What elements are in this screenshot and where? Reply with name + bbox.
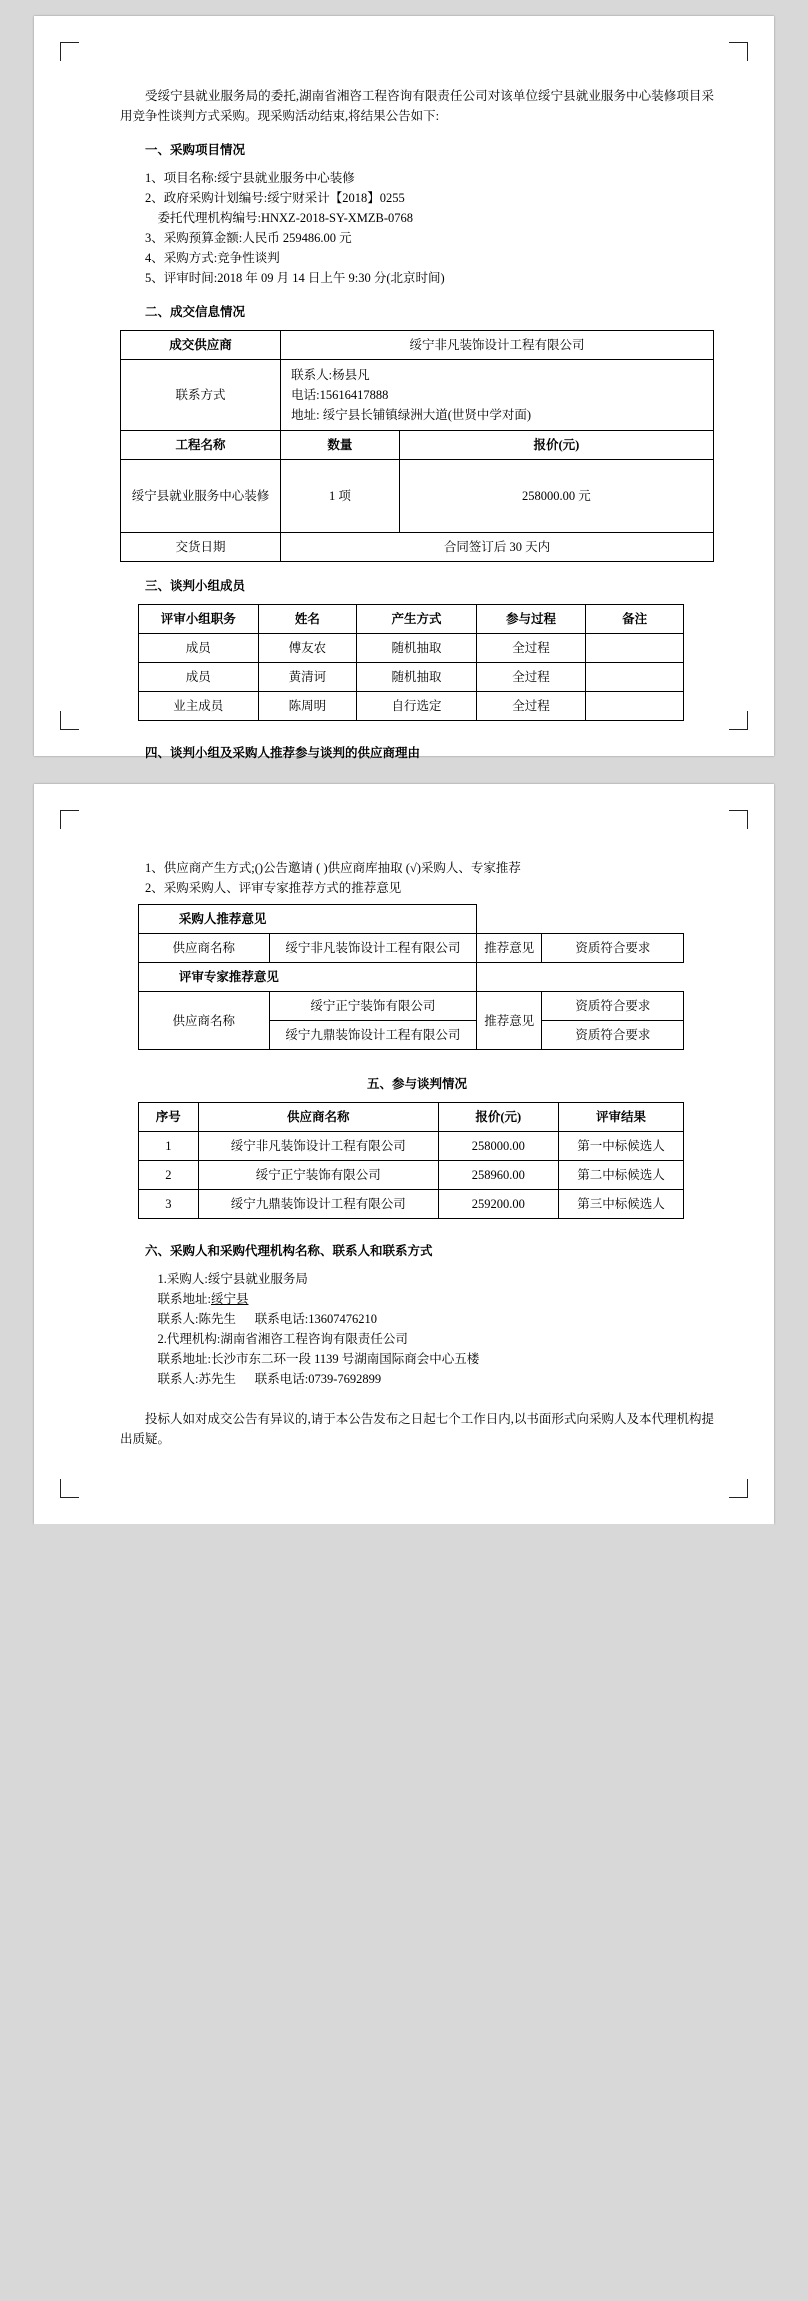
cell-result: 第三中标候选人	[558, 1190, 683, 1219]
page-2-content	[120, 858, 714, 1449]
page-1-content	[120, 86, 714, 771]
negotiation-participants-table	[138, 1102, 684, 1219]
table-header-row	[138, 605, 683, 634]
cell-role: 成员	[138, 663, 258, 692]
cell-quote: 258000.00	[438, 1132, 558, 1161]
document-page-2	[34, 784, 774, 1524]
cell-selection-method: 自行选定	[356, 692, 476, 721]
section-1-title: 一、采购项目情况	[145, 143, 246, 157]
crop-mark-bottom-right	[729, 711, 748, 730]
cell-participation: 全过程	[476, 692, 585, 721]
col-project-name: 工程名称	[121, 431, 281, 460]
table-row	[138, 1161, 683, 1190]
buyer-recommendation-table	[138, 904, 684, 1050]
buyer-recommendation-caption: 采购人推荐意见	[138, 905, 476, 934]
section-1-item-5: 4、采购方式:竞争性谈判	[145, 251, 280, 265]
supplier-label: 成交供应商	[121, 331, 281, 360]
cell-remark	[586, 634, 684, 663]
expert-recommendation-caption: 评审专家推荐意见	[138, 963, 476, 992]
contact-line-2: 电话:15616417888	[291, 388, 389, 402]
cell-index: 1	[138, 1132, 198, 1161]
crop-mark-bottom-right	[729, 1479, 748, 1498]
buyer-opinion-value: 资质符合要求	[542, 934, 684, 963]
table-header-row	[138, 1103, 683, 1132]
buyer-line-1: 1.采购人:绥宁县就业服务局	[157, 1272, 308, 1286]
cell-price: 258000.00 元	[399, 460, 713, 533]
col-name: 姓名	[258, 605, 356, 634]
cell-role: 业主成员	[138, 692, 258, 721]
crop-mark-top-left	[60, 810, 79, 829]
agency-line-1: 2.代理机构:湖南省湘咨工程咨询有限责任公司	[157, 1332, 408, 1346]
col-role: 评审小组职务	[138, 605, 258, 634]
contact-label: 联系方式	[121, 360, 281, 431]
col-remark: 备注	[586, 605, 684, 634]
cell-participation: 全过程	[476, 663, 585, 692]
col-supplier-name: 供应商名称	[198, 1103, 438, 1132]
section-1-item-6: 5、评审时间:2018 年 09 月 14 日上午 9:30 分(北京时间)	[145, 271, 445, 285]
cell-selection-method: 随机抽取	[356, 663, 476, 692]
table-row	[138, 1132, 683, 1161]
table-row	[138, 634, 683, 663]
award-info-table	[120, 330, 714, 562]
buyer-address-value: 绥宁县	[210, 1292, 249, 1306]
crop-mark-bottom-left	[60, 1479, 79, 1498]
cell-quote: 258960.00	[438, 1161, 558, 1190]
cell-remark	[586, 663, 684, 692]
cell-name: 傅友农	[258, 634, 356, 663]
cell-result: 第二中标候选人	[558, 1161, 683, 1190]
crop-mark-top-right	[729, 810, 748, 829]
buyer-supplier-label: 供应商名称	[138, 934, 269, 963]
buyer-supplier-value: 绥宁非凡装饰设计工程有限公司	[269, 934, 476, 963]
table-row	[121, 460, 714, 533]
agency-contact: 联系人:苏先生	[157, 1372, 236, 1386]
col-result: 评审结果	[558, 1103, 683, 1132]
cell-index: 3	[138, 1190, 198, 1219]
cell-supplier-name: 绥宁九鼎装饰设计工程有限公司	[198, 1190, 438, 1219]
table-row	[138, 1190, 683, 1219]
expert-supplier-2: 绥宁九鼎装饰设计工程有限公司	[269, 1021, 476, 1050]
expert-opinion-2: 资质符合要求	[542, 1021, 684, 1050]
table-row	[138, 663, 683, 692]
expert-opinion-1: 资质符合要求	[542, 992, 684, 1021]
crop-mark-bottom-left	[60, 711, 79, 730]
document-page-end-spacer	[34, 1524, 774, 1554]
col-quote: 报价(元)	[438, 1103, 558, 1132]
buyer-phone: 联系电话:13607476210	[254, 1312, 377, 1326]
delivery-value: 合同签订后 30 天内	[281, 533, 714, 562]
agency-contact-row	[120, 1369, 714, 1389]
expert-supplier-1: 绥宁正宁装饰有限公司	[269, 992, 476, 1021]
delivery-label: 交货日期	[121, 533, 281, 562]
cell-name: 陈周明	[258, 692, 356, 721]
col-index: 序号	[138, 1103, 198, 1132]
negotiation-team-table	[138, 604, 684, 721]
section-1-item-1: 1、项目名称:绥宁县就业服务中心装修	[145, 171, 355, 185]
buyer-contact: 联系人:陈先生	[157, 1312, 236, 1326]
section-4-item-2: 2、采购采购人、评审专家推荐方式的推荐意见	[145, 881, 402, 895]
section-5-title: 五、参与谈判情况	[366, 1077, 467, 1091]
crop-mark-top-left	[60, 42, 79, 61]
crop-mark-top-right	[729, 42, 748, 61]
table-row	[121, 533, 714, 562]
buyer-address	[120, 1289, 714, 1309]
col-selection-method: 产生方式	[356, 605, 476, 634]
footer-note: 投标人如对成交公告有异议的,请于本公告发布之日起七个工作日内,以书面形式向采购人及本代理机构提出质疑。	[120, 1412, 714, 1446]
section-4-title: 四、谈判小组及采购人推荐参与谈判的供应商理由	[145, 746, 421, 760]
supplier-value: 绥宁非凡装饰设计工程有限公司	[281, 331, 714, 360]
expert-supplier-label: 供应商名称	[138, 992, 269, 1050]
cell-result: 第一中标候选人	[558, 1132, 683, 1161]
col-quantity: 数量	[281, 431, 400, 460]
section-6-title: 六、采购人和采购代理机构名称、联系人和联系方式	[145, 1244, 433, 1258]
expert-opinion-label: 推荐意见	[476, 992, 541, 1050]
cell-supplier-name: 绥宁非凡装饰设计工程有限公司	[198, 1132, 438, 1161]
cell-quote: 259200.00	[438, 1190, 558, 1219]
col-participation: 参与过程	[476, 605, 585, 634]
section-1-item-2: 2、政府采购计划编号:绥宁财采计【2018】0255	[145, 191, 405, 205]
cell-name: 黄清诃	[258, 663, 356, 692]
section-1-item-4: 3、采购预算金额:人民币 259486.00 元	[145, 231, 352, 245]
table-header-row	[121, 431, 714, 460]
table-row	[121, 331, 714, 360]
buyer-contact-row	[120, 1309, 714, 1329]
agency-phone: 联系电话:0739-7692899	[254, 1372, 382, 1386]
contact-line-3: 地址: 绥宁县长铺镇绿洲大道(世贤中学对面)	[291, 408, 532, 422]
document-page-1	[34, 16, 774, 760]
buyer-address-label: 联系地址:	[157, 1292, 211, 1306]
section-4-item-1: 1、供应商产生方式;()公告邀请 ( )供应商库抽取 (√)采购人、专家推荐	[145, 861, 521, 875]
table-row	[138, 692, 683, 721]
contact-value	[281, 360, 714, 431]
cell-index: 2	[138, 1161, 198, 1190]
section-1-item-3: 委托代理机构编号:HNXZ-2018-SY-XMZB-0768	[157, 211, 414, 225]
section-2-title: 二、成交信息情况	[145, 305, 246, 319]
cell-quantity: 1 项	[281, 460, 400, 533]
section-3-title: 三、谈判小组成员	[145, 579, 246, 593]
cell-project-name: 绥宁县就业服务中心装修	[121, 460, 281, 533]
cell-supplier-name: 绥宁正宁装饰有限公司	[198, 1161, 438, 1190]
contact-line-1: 联系人:杨县凡	[291, 368, 370, 382]
table-header-row	[138, 963, 683, 992]
table-row	[138, 934, 683, 963]
cell-role: 成员	[138, 634, 258, 663]
table-row	[121, 360, 714, 431]
intro-paragraph: 受绥宁县就业服务局的委托,湖南省湘咨工程咨询有限责任公司对该单位绥宁县就业服务中心装修项目采用竞争性谈判方式采购。现采购活动结束,将结果公告如下:	[120, 89, 714, 123]
col-price: 报价(元)	[399, 431, 713, 460]
buyer-opinion-label: 推荐意见	[476, 934, 541, 963]
agency-address: 联系地址:长沙市东二环一段 1139 号湖南国际商会中心五楼	[157, 1352, 480, 1366]
cell-selection-method: 随机抽取	[356, 634, 476, 663]
table-header-row	[138, 905, 683, 934]
cell-remark	[586, 692, 684, 721]
cell-participation: 全过程	[476, 634, 585, 663]
table-row	[138, 992, 683, 1021]
